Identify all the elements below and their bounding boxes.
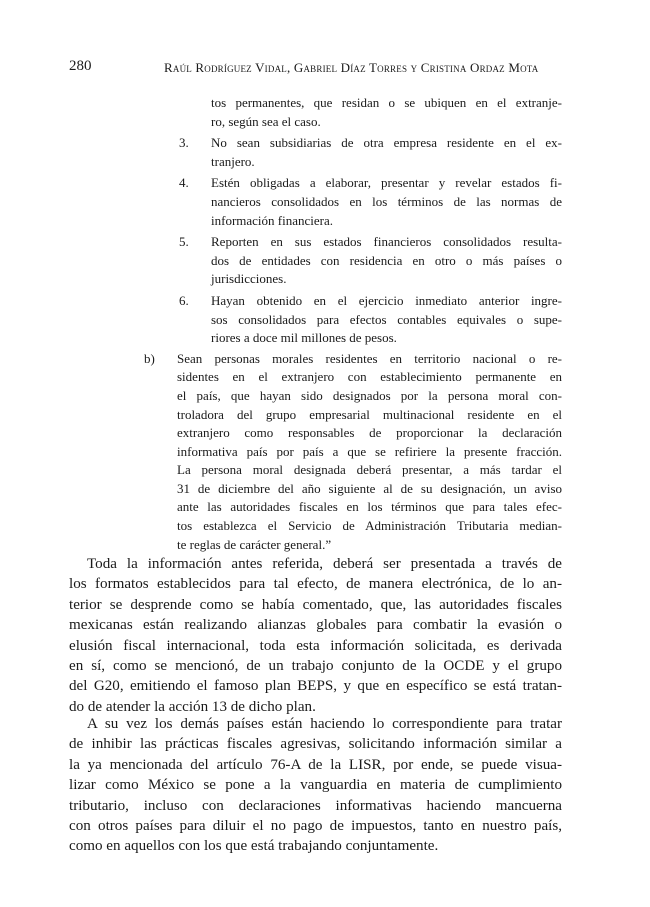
body-paragraph <box>69 714 562 857</box>
text-line: información financiera. <box>211 212 333 228</box>
text-line: informativa país por país a que se refiriere la presente fracción. <box>177 443 562 459</box>
text-line: dos de entidades con residencia en otro o más países o <box>211 252 562 268</box>
text-line: Reporten en sus estados financieros consolidados resulta- <box>211 234 562 250</box>
text-line: La persona moral designada deberá presentar, a más tardar el <box>177 462 562 478</box>
text-line: sos consolidados para efectos contables equivales o supe- <box>211 311 562 327</box>
text-line: ante las autoridades fiscales en los términos que para tales efec- <box>177 499 562 515</box>
item-number: 3. <box>179 135 189 151</box>
quote-block <box>69 94 562 554</box>
text-line: troladora del grupo empresarial multinacional residente en el <box>177 406 562 422</box>
text-line: Toda la información antes referida, deberá ser presentada a través de <box>87 556 562 572</box>
text-line: extranjero como responsables de proporcionar la declaración <box>177 425 562 441</box>
lettered-item <box>144 350 562 555</box>
text-line: riores a doce mil millones de pesos. <box>211 330 397 346</box>
body-paragraph <box>69 554 562 717</box>
page-number: 280 <box>69 58 92 74</box>
list-item <box>179 134 562 171</box>
running-head: Raúl Rodríguez Vidal, Gabriel Díaz Torres y Cristina Ordaz Mota <box>164 60 539 75</box>
text-line: los formatos establecidos para tal efecto, de manera electrónica, de lo an- <box>69 576 562 593</box>
text-line: A su vez los demás países están haciendo lo correspondiente para tratar <box>87 716 562 732</box>
list-item <box>179 233 562 289</box>
text-line: No sean subsidiarias de otra empresa residente en el ex- <box>211 135 562 151</box>
text-line: Sean personas morales residentes en territorio nacional o re- <box>177 350 562 366</box>
text-line: en sí, como se mencionó, de un trabajo conjunto de la OCDE y el grupo <box>69 658 562 675</box>
text-line: sidentes en el extranjero con establecimiento permanente en <box>177 369 562 385</box>
item-number: 5. <box>179 234 189 250</box>
text-line: la ya mencionada del artículo 76-A de la LISR, por ende, se puede visua- <box>69 756 562 773</box>
item-number: 6. <box>179 292 189 308</box>
text-line: nancieros consolidados en los términos de las normas de <box>211 193 562 209</box>
text-line: terior se desprende como se había comentado, que, las autoridades fiscales <box>69 596 562 613</box>
text-line: tranjero. <box>211 153 255 169</box>
text-line: Hayan obtenido en el ejercicio inmediato anterior ingre- <box>211 292 562 308</box>
item-number: 4. <box>179 175 189 191</box>
text-line: tos permanentes, que residan o se ubiquen en el extranje- <box>211 95 562 110</box>
list-item <box>179 174 562 230</box>
text-line: el país, que hayan sido designados por la persona moral con- <box>177 387 562 403</box>
text-line: tributario, incluso con declaraciones informativas haciendo mancuerna <box>69 797 562 814</box>
text-line: te reglas de carácter general.” <box>177 536 332 552</box>
item-letter: b) <box>144 350 155 366</box>
text-line: como en aquellos con los que está trabajando conjuntamente. <box>69 838 439 855</box>
text-line: con otros países para diluir el no pago de impuestos, tanto en nuestro país, <box>69 818 562 835</box>
text-line: elusión fiscal internacional, toda esta información solicitada, es derivada <box>69 637 562 654</box>
text-line: Estén obligadas a elaborar, presentar y revelar estados fi- <box>211 175 562 191</box>
text-line: del G20, emitiendo el famoso plan BEPS, y que en específico se está tratan- <box>69 678 562 695</box>
text-line: de inhibir las prácticas fiscales agresivas, solicitando información similar a <box>69 736 562 753</box>
text-line: do de atender la acción 13 de dicho plan. <box>69 698 316 715</box>
text-line: ro, según sea el caso. <box>211 113 321 129</box>
text-line: jurisdicciones. <box>211 271 287 287</box>
text-line: tos establezca el Servicio de Administración Tributaria median- <box>177 518 562 534</box>
list-item <box>179 292 562 348</box>
continuation-text <box>211 94 562 131</box>
text-line: 31 de diciembre del año siguiente al de su designación, un aviso <box>177 480 562 496</box>
text-line: mexicanas están realizando alianzas globales para combatir la evasión o <box>69 617 562 634</box>
text-line: lizar como México se pone a la vanguardia en materia de cumplimiento <box>69 777 562 794</box>
